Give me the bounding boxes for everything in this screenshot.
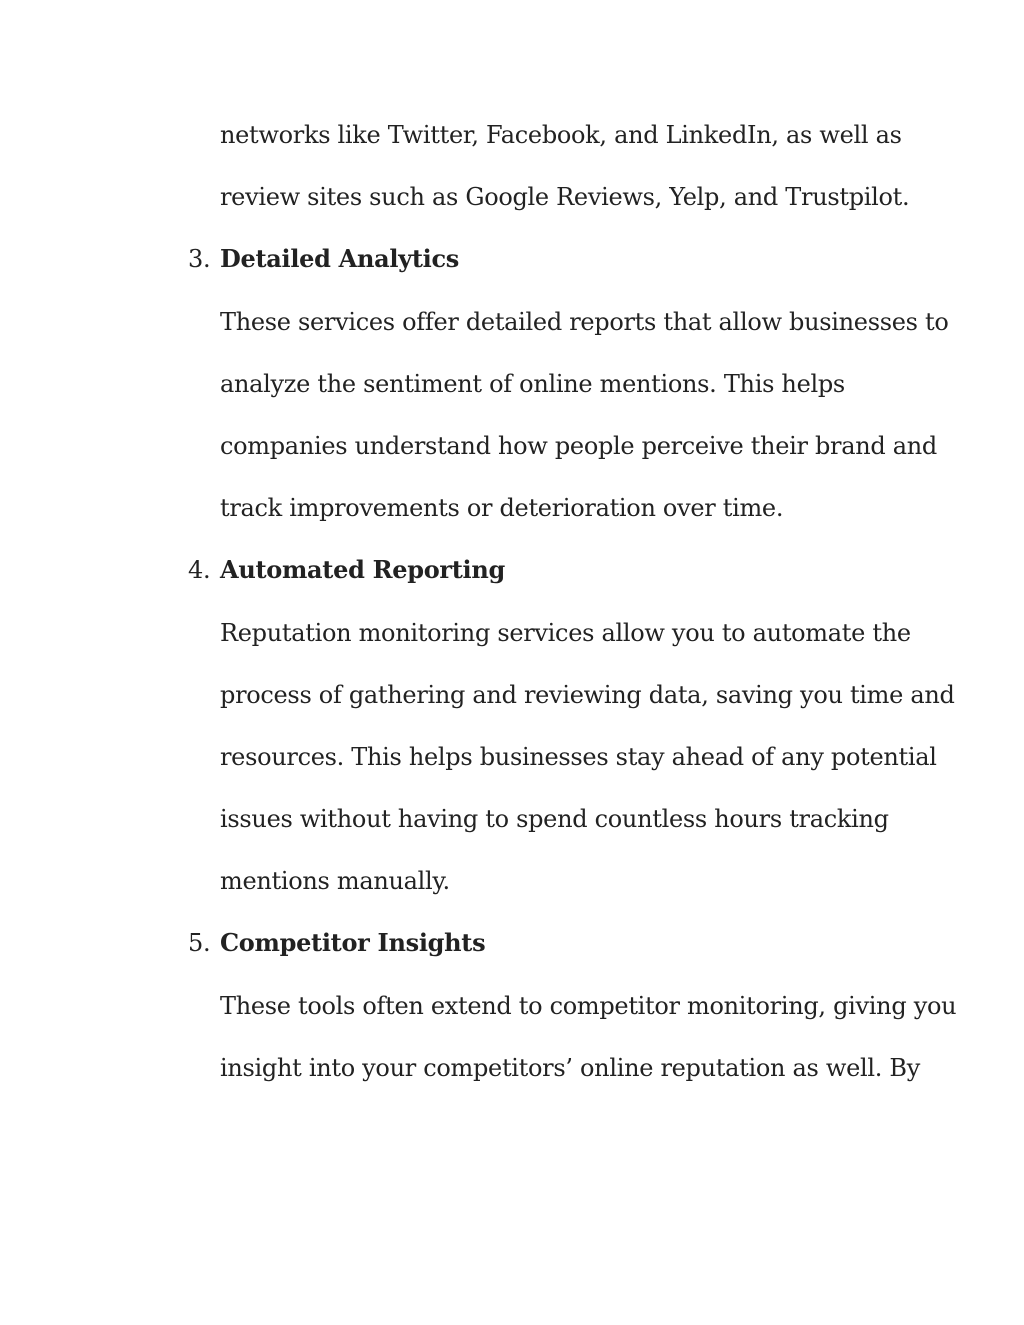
list-item-number: 4.: [188, 556, 211, 584]
paragraph-line: resources. This helps businesses stay ahead of any potential: [220, 743, 937, 771]
list-item-number: 5.: [188, 929, 211, 957]
paragraph-line: These services offer detailed reports that allow businesses to: [220, 308, 949, 336]
list-item-title: Detailed Analytics: [220, 244, 459, 273]
paragraph-line: track improvements or deterioration over time.: [220, 494, 784, 522]
paragraph-line: issues without having to spend countless hours tracking: [220, 805, 889, 833]
list-item-heading: [188, 244, 459, 274]
paragraph-line: These tools often extend to competitor monitoring, giving you: [220, 992, 957, 1020]
paragraph-line: analyze the sentiment of online mentions. This helps: [220, 370, 845, 398]
list-item-title: Competitor Insights: [220, 928, 486, 957]
paragraph-line: companies understand how people perceive their brand and: [220, 432, 937, 460]
paragraph-line: Reputation monitoring services allow you to automate the: [220, 619, 911, 647]
paragraph-line: networks like Twitter, Facebook, and LinkedIn, as well as: [220, 121, 902, 149]
list-item-heading: [188, 555, 505, 585]
paragraph-line: review sites such as Google Reviews, Yelp, and Trustpilot.: [220, 183, 910, 211]
paragraph-line: process of gathering and reviewing data, saving you time and: [220, 681, 955, 709]
paragraph-line: insight into your competitors’ online reputation as well. By: [220, 1054, 920, 1082]
list-item-title: Automated Reporting: [220, 555, 505, 584]
paragraph-line: mentions manually.: [220, 867, 450, 895]
list-item-number: 3.: [188, 245, 211, 273]
list-item-heading: [188, 928, 485, 958]
